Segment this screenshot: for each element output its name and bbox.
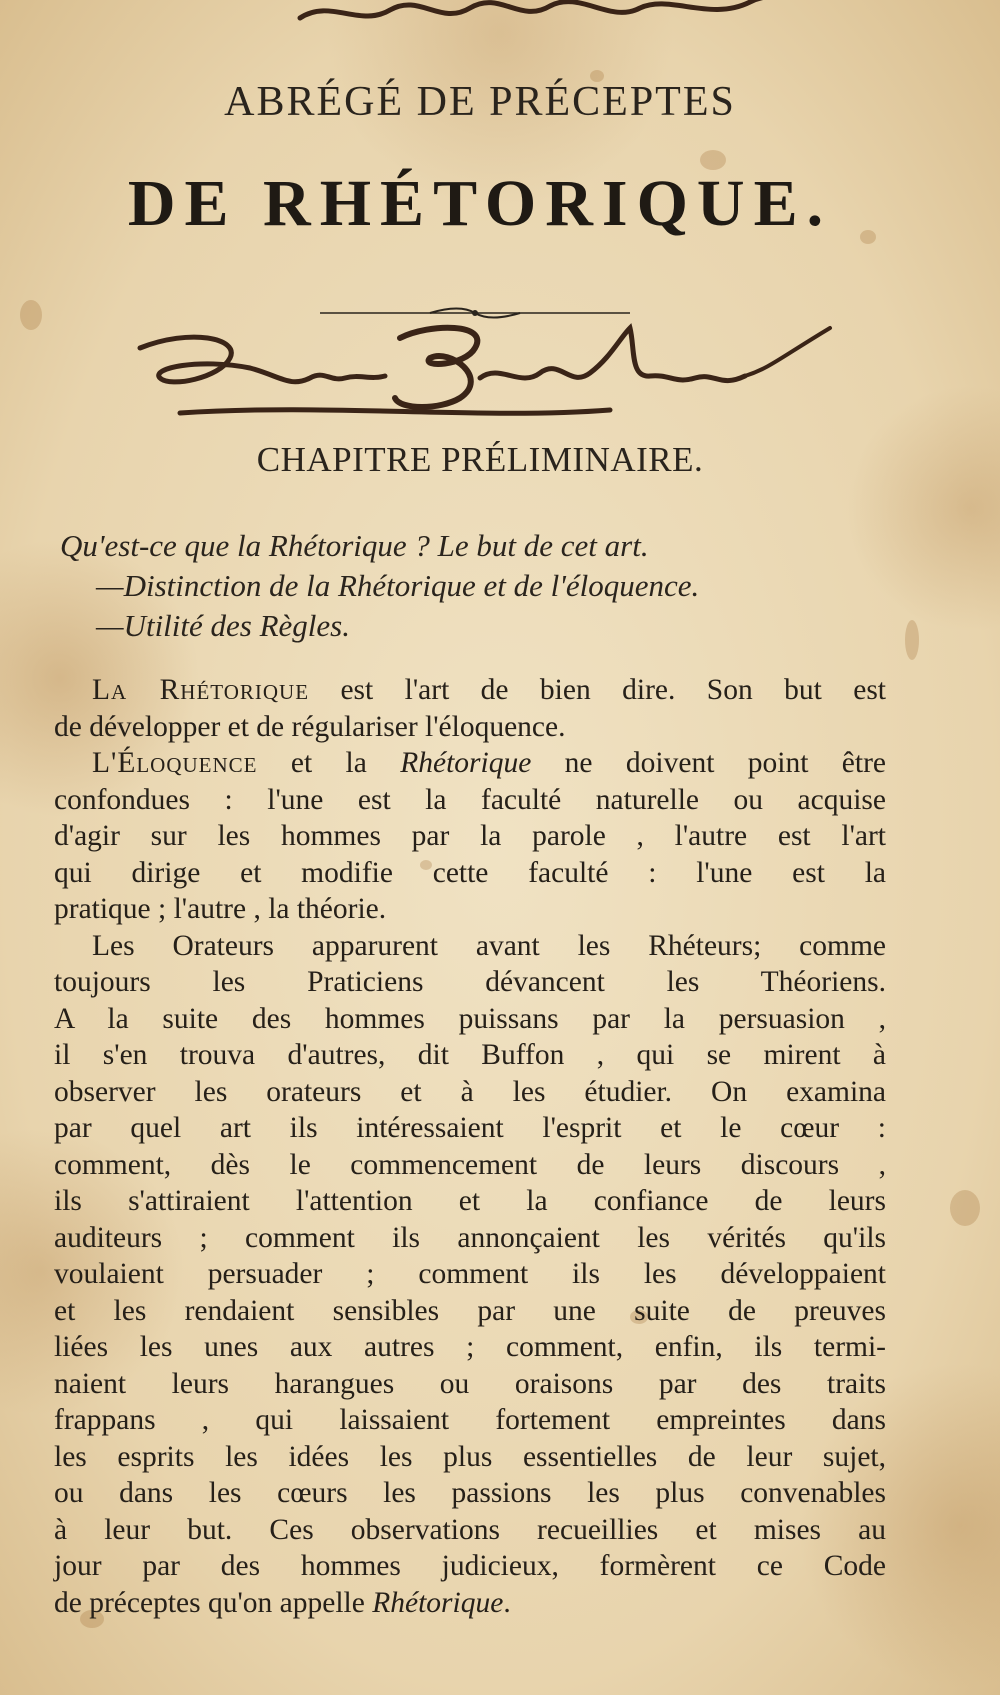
paragraph-3-line: il s'en trouva d'autres, dit Buffon , qui se mirent à (54, 1039, 886, 1071)
paragraph-3-line: par quel art ils intéressaient l'esprit et le cœur : (54, 1112, 886, 1144)
paragraph-3-line: ils s'attiraient l'attention et la confiance de leurs (54, 1185, 886, 1217)
paragraph-1-line: de développer et de régulariser l'éloquence. (54, 710, 566, 743)
paragraph-3-line: Les Orateurs apparurent avant les Rhéteurs; comme (92, 929, 886, 962)
term-rhetorique: La Rhétorique (92, 674, 310, 706)
summary-line: Qu'est-ce que la Rhétorique ? Le but de cet art. (60, 528, 649, 563)
paragraph-2-line: pratique ; l'autre , la théorie. (54, 893, 387, 925)
paragraph-2-line: confondues : l'une est la faculté naturelle ou acquise (54, 783, 886, 816)
paragraph-3-line: à leur but. Ces observations recueillies et mises au (54, 1513, 886, 1546)
term-rhetorique-italic: Rhétorique (400, 747, 532, 779)
paragraph-2-line: d'agir sur les hommes par la parole , l'autre est l'art (54, 820, 886, 852)
chapter-heading: CHAPITRE PRÉLIMINAIRE. (256, 440, 704, 479)
paragraph-3-line: auditeurs ; comment ils annonçaient les vérités qu'ils (54, 1221, 886, 1254)
summary-line: —Utilité des Règles. (96, 608, 350, 643)
paragraph-3-line: ou dans les cœurs les passions les plus convenables (54, 1477, 886, 1509)
paragraph-1-line (54, 672, 886, 709)
paragraph-3-line: voulaient persuader ; comment ils les développaient (54, 1258, 886, 1290)
paragraph-2-line: qui dirige et modifie cette faculté : l'une est la (54, 856, 886, 889)
paragraph-3-line: liées les unes aux autres ; comment, enfin, ils termi- (54, 1331, 886, 1363)
handwritten-signature (130, 318, 860, 428)
paragraph-2-text: et la (257, 747, 401, 779)
paragraph-3-text: . (503, 1586, 511, 1619)
top-handwriting-fragment (290, 0, 810, 36)
paragraph-3-line: jour par des hommes judicieux, formèrent ce Code (54, 1550, 886, 1582)
foxing-spot (950, 1190, 980, 1226)
title-line-2: DE RHÉTORIQUE. (127, 167, 833, 240)
foxing-spot (20, 300, 42, 330)
paragraph-3-line: frappans , qui laissaient fortement empreintes dans (54, 1404, 886, 1436)
foxing-spot (905, 620, 919, 660)
chapter-summary (60, 526, 885, 646)
paragraph-2-line (54, 745, 886, 782)
paragraph-3-line: et les rendaient sensibles par une suite de preuves (54, 1294, 886, 1327)
paragraph-3-text: de préceptes qu'on appelle (54, 1586, 373, 1619)
paragraph-3-line: observer les orateurs et à les étudier. On examina (54, 1075, 886, 1108)
term-eloquence: L'Éloquence (92, 747, 258, 779)
paragraph-3-line (54, 1585, 886, 1622)
title-line-1: ABRÉGÉ DE PRÉCEPTES (224, 79, 736, 125)
term-rhetorique-italic: Rhétorique (372, 1586, 504, 1619)
paragraph-3-line: comment, dès le commencement de leurs discours , (54, 1148, 886, 1181)
paragraph-3-line: A la suite des hommes puissans par la persuasion , (54, 1002, 886, 1035)
paragraph-1-text: est l'art de bien dire. Son but est (309, 674, 886, 706)
paragraph-2-text: ne doivent point être (531, 747, 886, 779)
paragraph-3-line: les esprits les idées les plus essentielles de leur sujet, (54, 1440, 886, 1473)
paragraph-3-line: toujours les Praticiens dévancent les Théoriens. (54, 966, 886, 998)
summary-line: —Distinction de la Rhétorique et de l'éloquence. (96, 568, 700, 603)
paragraph-3-line: naient leurs harangues ou oraisons par des traits (54, 1367, 886, 1400)
body-text (54, 672, 886, 1621)
